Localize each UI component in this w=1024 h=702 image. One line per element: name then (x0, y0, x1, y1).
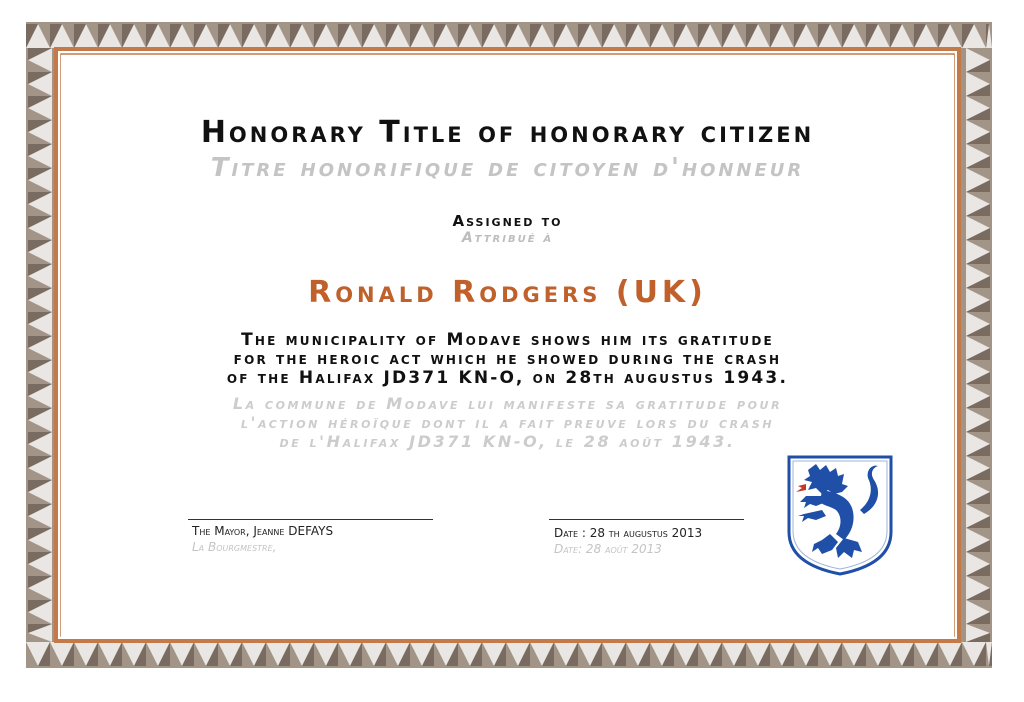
citation-english-line: The municipality of Modave shows him its gratitude (241, 330, 774, 350)
assigned-to-french: Attribué à (461, 230, 554, 246)
date-english: Date : 28 th augustus 2013 (554, 526, 703, 540)
date-french: Date: 28 août 2013 (554, 542, 662, 556)
citation-french (61, 394, 954, 451)
assigned-to-english: Assigned to (452, 212, 563, 230)
mayor-signature-line (188, 519, 433, 520)
mayor-title-french: La Bourgmestre, (192, 540, 277, 554)
title-english: Honorary Title of honorary citizen (200, 115, 815, 150)
lion-rampant-shield-icon (786, 454, 894, 576)
mayor-title: The Mayor, Jeanne DEFAYS (192, 524, 334, 538)
certificate-card (61, 55, 954, 638)
citation-english (61, 331, 954, 388)
recipient-name: Ronald Rodgers (UK) (308, 275, 707, 310)
citation-french-line: l'action héroïque dont il a fait preuve lors du crash (240, 413, 775, 432)
title-french: Titre honorifique de citoyen d'honneur (210, 153, 805, 183)
citation-english-line: of the Halifax JD371 KN-O, on 28th augustus 1943. (226, 368, 789, 388)
citation-french-line: de l'Halifax JD371 KN-O, le 28 août 1943. (279, 432, 736, 451)
date-signature-line (549, 519, 744, 520)
citation-french-line: La commune de Modave lui manifeste sa gratitude pour (232, 394, 783, 413)
citation-english-line: for the heroic act which he showed during the crash (233, 349, 782, 369)
